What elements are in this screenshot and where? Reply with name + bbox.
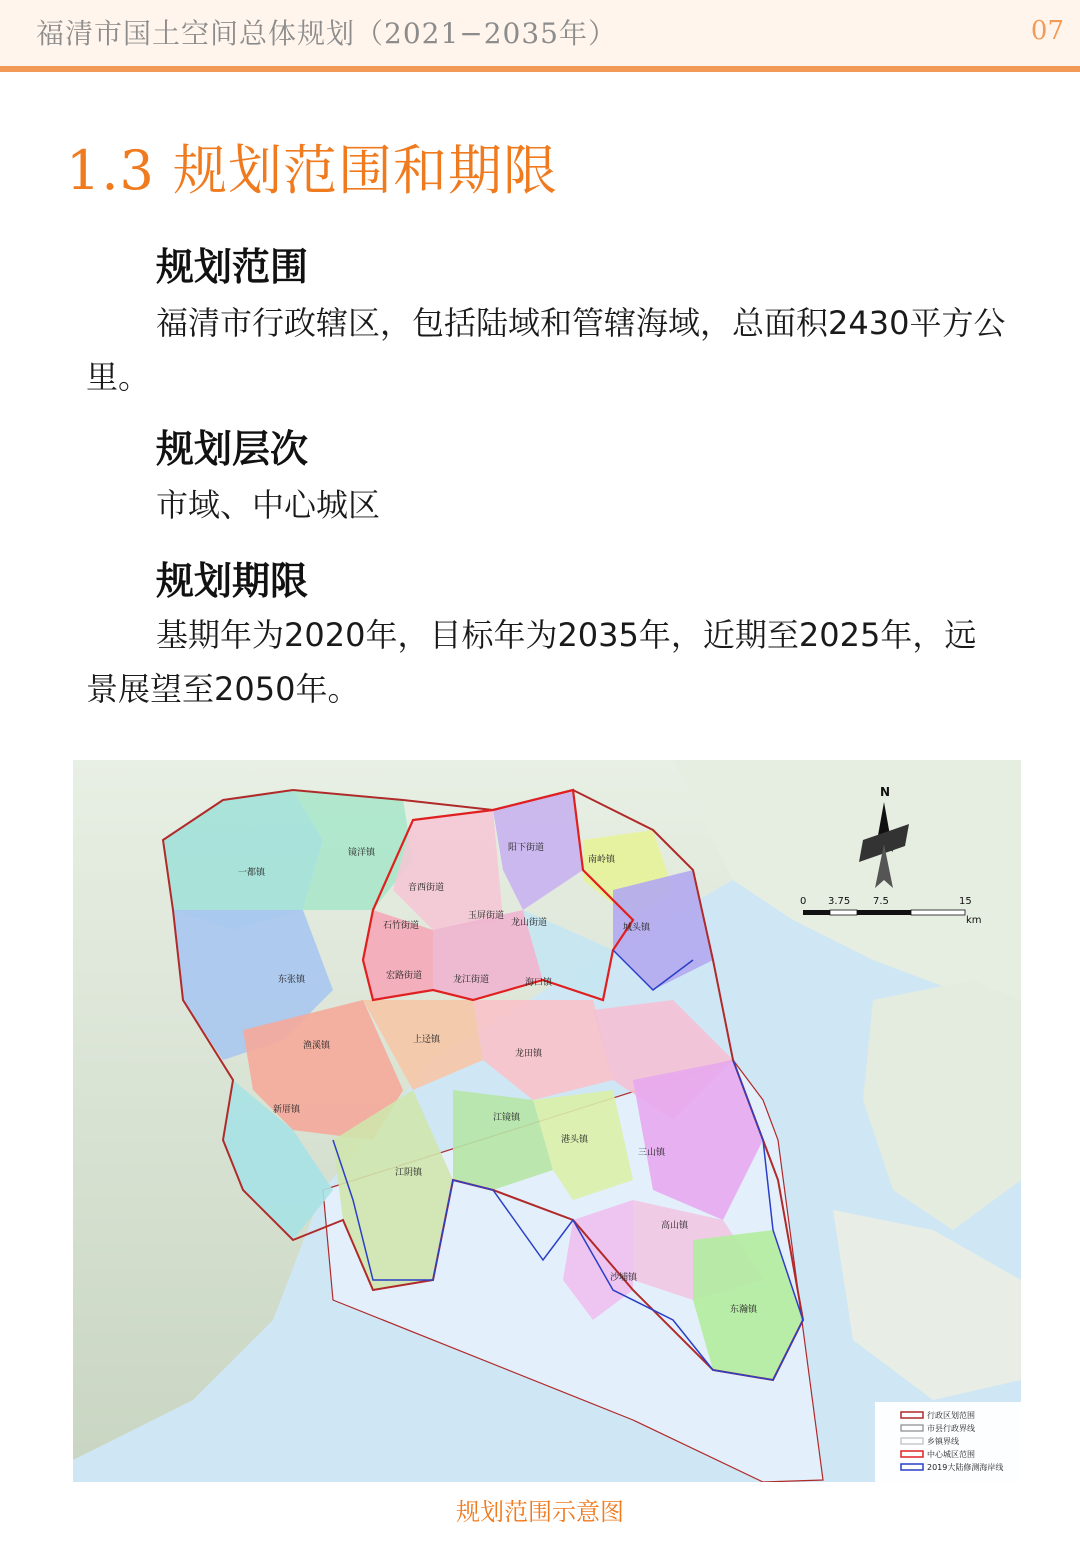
- map-legend: [875, 1402, 1021, 1482]
- section-title: 1.3 规划范围和期限: [66, 139, 559, 202]
- heading-planning-level: 规划层次: [156, 427, 309, 471]
- town-label: 东张镇: [278, 975, 306, 985]
- town-label: 阳下街道: [508, 843, 545, 853]
- legend-label: 中心城区范围: [927, 1450, 975, 1459]
- town-label: 龙江街道: [453, 975, 490, 985]
- town-label: 龙山街道: [511, 918, 548, 928]
- town-label: 渔溪镇: [303, 1041, 331, 1051]
- town-label: 新厝镇: [273, 1105, 301, 1115]
- town-label: 东瀚镇: [730, 1305, 758, 1315]
- map-caption: 规划范围示意图: [456, 1498, 624, 1526]
- legend-label: 2019大陆修测海岸线: [927, 1463, 1004, 1472]
- page-header: [0, 0, 1080, 66]
- planning-scope-map: [73, 760, 1021, 1482]
- town-label: 镜洋镇: [348, 848, 376, 858]
- svg-text:N: N: [880, 785, 891, 799]
- town-label: 宏路街道: [386, 971, 423, 981]
- scale-label: 7.5: [873, 896, 889, 907]
- scale-label: 15: [959, 896, 972, 907]
- town-label: 沙埔镇: [610, 1273, 638, 1283]
- heading-planning-period: 规划期限: [156, 559, 309, 603]
- text-planning-level: 市域、中心城区: [156, 486, 381, 524]
- town-label: 玉屏街道: [468, 911, 505, 921]
- town-label: 一都镇: [238, 868, 266, 878]
- text-planning-period: 基期年为2020年，目标年为2035年，近期至2025年，远景展望至2050年。: [86, 616, 977, 708]
- town-label: 上迳镇: [413, 1035, 441, 1045]
- town-label: 音西街道: [408, 883, 445, 893]
- legend-label: 行政区划范围: [927, 1411, 975, 1420]
- town-label: 江阴镇: [395, 1168, 423, 1178]
- town-label: 港头镇: [561, 1135, 589, 1145]
- town-label: 石竹街道: [383, 921, 420, 931]
- text-planning-scope: 福清市行政辖区，包括陆域和管辖海域，总面积2430平方公里。: [86, 304, 1006, 396]
- town-label: 高山镇: [661, 1221, 689, 1231]
- town-label: 三山镇: [638, 1148, 666, 1158]
- legend-label: 乡镇界线: [927, 1437, 959, 1446]
- town-label: 南岭镇: [588, 855, 616, 865]
- header-rule: [0, 66, 1080, 72]
- document-title: 福清市国土空间总体规划（2021−2035年）: [36, 17, 617, 50]
- heading-planning-scope: 规划范围: [156, 245, 309, 289]
- scale-unit: km: [966, 915, 982, 926]
- scale-label: 3.75: [828, 896, 851, 907]
- town-label: 江镜镇: [493, 1113, 521, 1123]
- town-label: 海口镇: [525, 978, 553, 988]
- legend-label: 市县行政界线: [927, 1424, 975, 1433]
- scale-label: 0: [800, 896, 807, 907]
- town-label: 龙田镇: [515, 1049, 543, 1059]
- town-label: 城头镇: [623, 923, 651, 933]
- page-number: 07: [1030, 16, 1064, 46]
